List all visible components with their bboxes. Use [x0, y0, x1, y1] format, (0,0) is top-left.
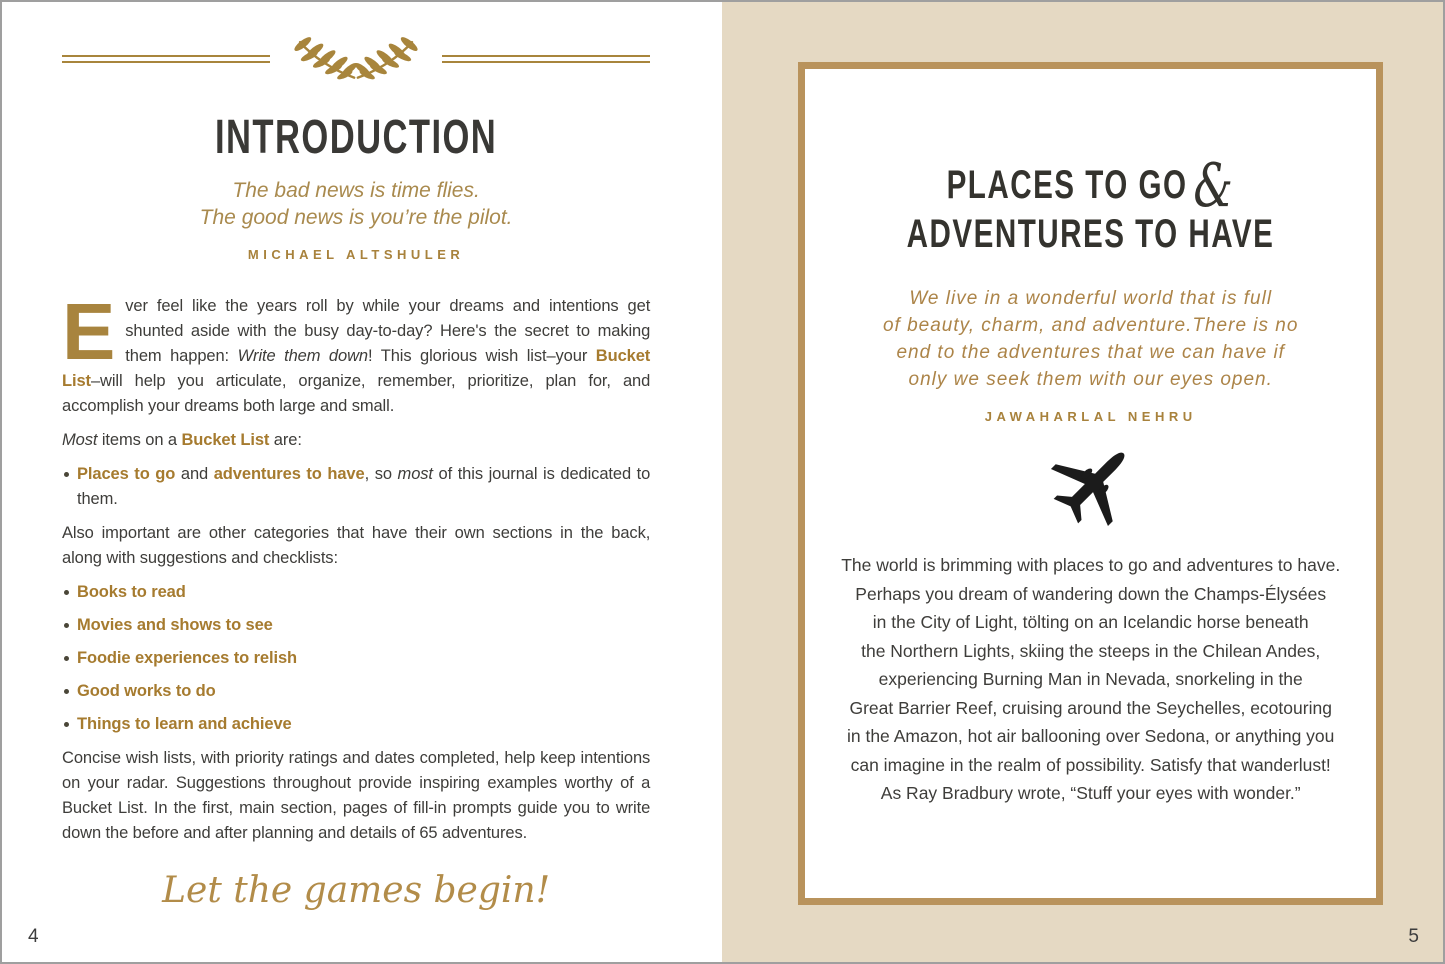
body-line: Perhaps you dream of wandering down the Champs-Élysées	[855, 583, 1327, 604]
quote-attribution: JAWAHARLAL NEHRU	[984, 409, 1197, 424]
body-line: As Ray Bradbury wrote, “Stuff your eyes with wonder.”	[880, 783, 1301, 803]
section-title	[805, 151, 1376, 259]
paragraph-text: ver feel like the years roll by while your dreams and intentions get shunted aside with the busy day-to-day? Here's the secret to making them happen: Write them down! This glorious wish list–your Bucket List–will help you articulate, organize, remember, prioritize, plan for, and accomplish your dreams both large and small.	[62, 297, 651, 415]
category-item: Things to learn and achieve	[62, 712, 650, 737]
category-item: Movies and shows to see	[62, 613, 650, 638]
laurel-divider	[62, 30, 650, 88]
paragraph: Concise wish lists, with priority ratings and dates completed, help keep intentions on your radar. Suggestions throughout provide inspiring examples worthy of a Bucket List. In the first, main section, pages of fill-in prompts guide you to write down the before and after planning and details of 65 adventures.	[62, 749, 651, 842]
introduction-body	[62, 287, 651, 846]
paragraph: Also important are other categories that have their own sections in the back, along with suggestions and checklists:	[62, 524, 651, 567]
page-number-left: 4	[28, 926, 39, 947]
body-line: the Northern Lights, skiing the steeps in the Chilean Andes,	[861, 640, 1321, 661]
quote-line: We live in a wonderful world that is full	[909, 288, 1273, 309]
body-line: in the Amazon, hot air ballooning over Sedona, or anything you	[846, 726, 1335, 746]
category-item: Foodie experiences to relish	[62, 646, 650, 671]
body-line: can imagine in the realm of possibility. Satisfy that wanderlust!	[850, 754, 1331, 775]
quote-line: end to the adventures that we can have if	[896, 342, 1285, 363]
right-page	[722, 2, 1443, 962]
section-body	[805, 551, 1376, 808]
ampersand-glyph: &	[1193, 151, 1235, 221]
divider-line-right	[442, 55, 650, 63]
epigraph-quote	[805, 285, 1376, 393]
body-line: in the City of Light, tölting on an Icelandic horse beneath	[872, 612, 1309, 632]
paragraph	[62, 287, 651, 419]
page-title: INTRODUCTION	[214, 111, 498, 164]
section-title-line2: ADVENTURES TO HAVE	[906, 212, 1275, 256]
airplane-icon	[805, 438, 1376, 539]
divider-line-left	[62, 55, 270, 63]
script-flourish-text: Let the games begin!	[162, 870, 551, 911]
quote-attribution: MICHAEL ALTSHULER	[247, 247, 465, 262]
body-line: experiencing Burning Man in Nevada, snorkeling in the	[878, 669, 1303, 689]
quote-line: The bad news is time flies.	[232, 179, 480, 202]
paragraph: Most items on a Bucket List are:	[62, 431, 302, 449]
body-line: Great Barrier Reef, cruising around the Seychelles, ecotouring	[849, 697, 1332, 718]
drop-cap: E	[62, 287, 116, 376]
bullet-list	[62, 462, 650, 512]
list-item: Places to go and adventures to have, so most of this journal is dedicated to them.	[62, 462, 650, 512]
page-number-right: 5	[1408, 926, 1419, 947]
body-line: The world is brimming with places to go and adventures to have.	[841, 555, 1341, 575]
left-page	[2, 2, 722, 962]
section-title-line1: PLACES TO GO&	[946, 151, 1235, 221]
category-item: Good works to do	[62, 679, 650, 704]
epigraph-quote	[62, 177, 650, 231]
quote-line: of beauty, charm, and adventure.There is no	[882, 315, 1299, 336]
content-frame	[798, 62, 1383, 905]
quote-line: only we seek them with our eyes open.	[908, 369, 1273, 390]
quote-line: The good news is you’re the pilot.	[199, 206, 513, 229]
category-item: Books to read	[62, 580, 650, 605]
category-list	[62, 580, 650, 737]
laurel-icon	[272, 30, 440, 88]
